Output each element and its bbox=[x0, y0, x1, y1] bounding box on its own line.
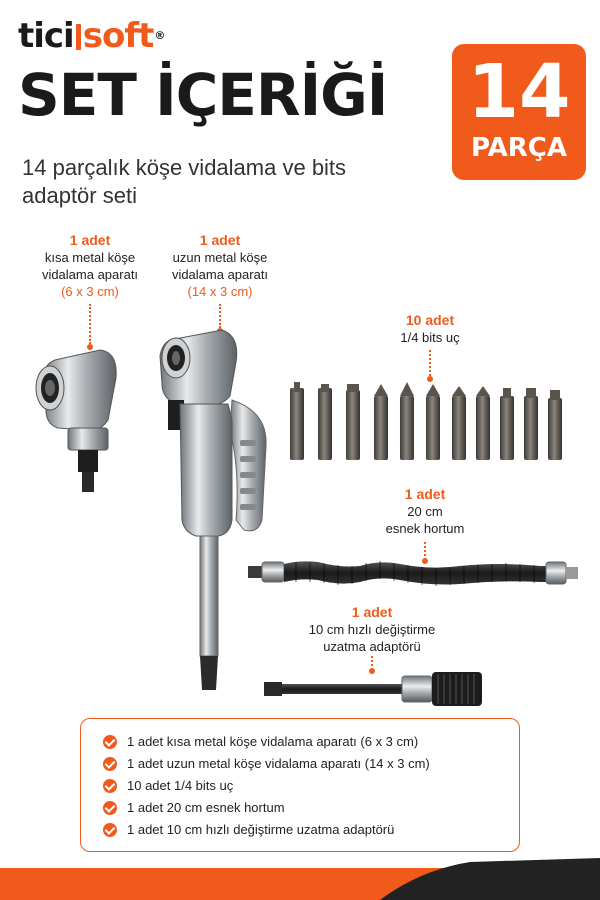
caption-bits: 10 adet 1/4 bits uç bbox=[400, 312, 460, 345]
list-item: 1 adet kısa metal köşe vidalama aparatı (6 x 3 cm) bbox=[103, 731, 519, 753]
bits-image bbox=[290, 382, 562, 460]
bit bbox=[524, 388, 538, 460]
bottom-decor bbox=[0, 858, 600, 900]
check-icon bbox=[103, 801, 117, 815]
check-icon bbox=[103, 735, 117, 749]
caption-extension: 1 adet 10 cm hızlı değiştirme uzatma adaptörü bbox=[308, 604, 436, 654]
bit bbox=[318, 384, 332, 460]
check-icon bbox=[103, 779, 117, 793]
long-corner-adapter-image bbox=[160, 330, 266, 690]
contents-list bbox=[81, 719, 519, 841]
caption-hose: 1 adet 20 cm esnek hortum bbox=[385, 486, 465, 536]
flexible-hose-image bbox=[248, 561, 578, 586]
bit bbox=[476, 386, 490, 460]
page-title: SET İÇERİĞİ bbox=[18, 61, 388, 129]
bit bbox=[548, 390, 562, 460]
bit bbox=[290, 382, 304, 460]
bit bbox=[500, 388, 514, 460]
bit bbox=[374, 384, 388, 460]
badge-unit: PARÇA bbox=[470, 133, 567, 163]
bit bbox=[400, 382, 414, 460]
list-item: 1 adet 20 cm esnek hortum bbox=[103, 797, 519, 819]
brand-logo: tici soft® bbox=[18, 16, 165, 56]
check-icon bbox=[103, 757, 117, 771]
contents-list-box bbox=[80, 718, 520, 852]
short-corner-adapter-image bbox=[36, 350, 116, 492]
bit bbox=[426, 384, 440, 460]
list-item: 1 adet 10 cm hızlı değiştirme uzatma adaptörü bbox=[103, 819, 519, 841]
caption-short-adapter: 1 adet kısa metal köşe vidalama aparatı (6 x 3 cm) bbox=[41, 232, 139, 299]
bit bbox=[346, 384, 360, 460]
check-icon bbox=[103, 823, 117, 837]
list-item: 10 adet 1/4 bits uç bbox=[103, 775, 519, 797]
badge-number: 14 bbox=[467, 49, 571, 135]
caption-long-adapter: 1 adet uzun metal köşe vidalama aparatı (14 x 3 cm) bbox=[171, 232, 269, 299]
extension-adapter-image bbox=[264, 672, 482, 706]
list-item: 1 adet uzun metal köşe vidalama aparatı (14 x 3 cm) bbox=[103, 753, 519, 775]
bit bbox=[452, 386, 466, 460]
page-subtitle: 14 parçalık köşe vidalama ve bits adaptör seti bbox=[22, 155, 347, 208]
